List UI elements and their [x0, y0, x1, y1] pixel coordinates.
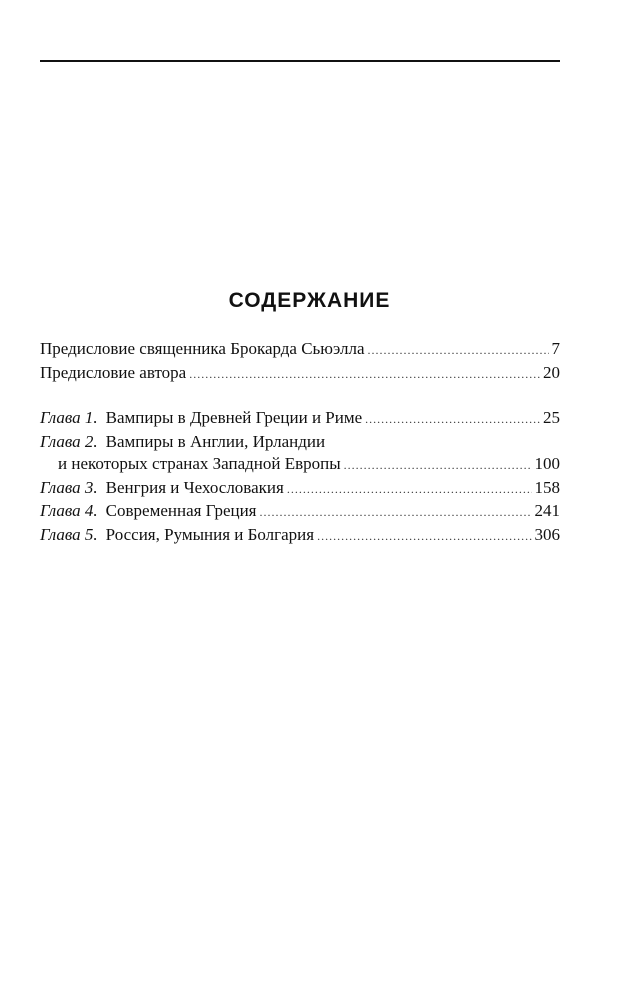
entry-title: Вампиры в Древней Греции и Риме	[105, 408, 363, 427]
toc-entry-chapter-2	[40, 431, 560, 454]
leader-dots	[287, 477, 532, 501]
leader-dots	[368, 338, 549, 362]
leader-dots	[365, 407, 540, 431]
toc-entry-chapter-1	[40, 407, 560, 431]
page-number: 306	[534, 524, 560, 544]
page-number: 241	[534, 501, 560, 520]
chapter-label: Глава 5.	[40, 524, 98, 544]
toc-entry-chapter-3	[40, 477, 560, 501]
leader-dots	[260, 500, 532, 524]
page-number: 158	[534, 477, 560, 497]
toc-entry-chapter-4	[40, 500, 560, 524]
entry-title: Предисловие автора	[40, 362, 187, 382]
chapter-label: Глава 1.	[40, 408, 98, 427]
entry-title-continued: и некоторых странах Западной Европы	[58, 454, 341, 473]
toc-entry-preface-2	[40, 362, 560, 386]
chapter-label: Глава 2.	[40, 431, 98, 451]
leader-dots	[189, 362, 540, 386]
page-number: 100	[534, 454, 560, 473]
toc-entry-chapter-2-continued	[40, 453, 560, 477]
entry-title: Венгрия и Чехословакия	[105, 477, 284, 497]
page-number: 20	[543, 362, 560, 382]
toc-entry-chapter-5	[40, 524, 560, 548]
contents-heading: СОДЕРЖАНИЕ	[228, 289, 391, 312]
leader-dots	[317, 524, 531, 548]
entry-title: Россия, Румыния и Болгария	[105, 524, 315, 544]
page-number: 7	[551, 339, 560, 358]
entry-title: Современная Греция	[105, 501, 257, 520]
section-gap	[40, 385, 560, 407]
table-of-contents	[40, 338, 560, 547]
chapter-label: Глава 3.	[40, 477, 98, 497]
top-rule	[40, 60, 560, 62]
entry-title: Предисловие священника Брокарда Сьюэлла	[40, 339, 365, 358]
toc-entry-preface-1	[40, 338, 560, 362]
leader-dots	[344, 453, 532, 477]
page-number: 25	[543, 408, 560, 427]
chapter-label: Глава 4.	[40, 501, 98, 520]
entry-title: Вампиры в Англии, Ирландии	[105, 431, 326, 451]
